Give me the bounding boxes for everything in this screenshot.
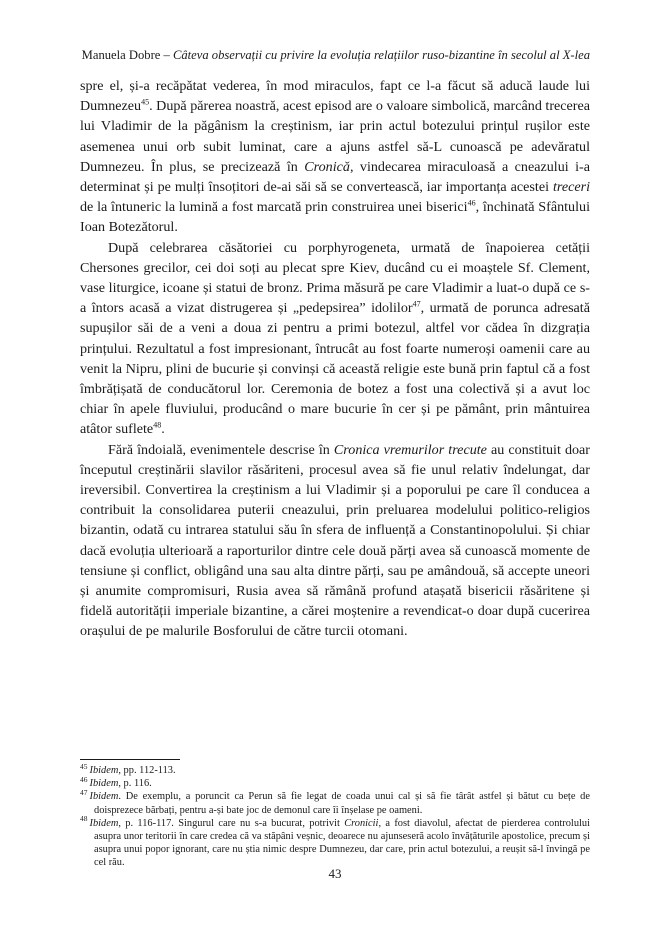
body-text — [80, 76, 590, 642]
footnote-number: 45 — [80, 761, 88, 771]
page-number: 43 — [328, 866, 342, 881]
italic-run: treceri — [552, 179, 590, 196]
text-run: , p. 116-117. Singurul care nu s-a bucurat, potrivit — [118, 817, 345, 829]
text-run: . — [161, 421, 165, 438]
footnote-45 — [80, 761, 590, 777]
italic-run: Cronică — [304, 158, 350, 175]
text-run: , urmată de porunca adresată supușilor săi de a veni a doua zi pentru a primi botezul, altfel vor cădea în dizgrația prințului. Rezultatul a fost impresionant, întrucât au fost foarte numeroși oamenii care au venit la Nipru, plini de bucurie și convinși că această religie este bună prin faptul că a fost îmbrățișată de conducătorul lor. Ceremonia de botez a fost una colectivă și a avut loc chiar în apele fluviului, producând o mare bucurie în cer și pe pământ, prin mântuirea atâtor suflete — [80, 300, 590, 438]
paragraph-1 — [80, 76, 590, 238]
running-header — [80, 48, 590, 63]
footnote-number: 47 — [80, 787, 88, 797]
footnote-number: 46 — [80, 774, 88, 784]
paragraph-3 — [80, 440, 590, 642]
italic-run: Cronicii — [344, 817, 379, 829]
text-run: . După părerea noastră, acest episod are o valoare simbolică, marcând trecerea lui Vladimir de la păgânism la creștinism, iar prin actul botezului prințul rușilor este asemenea unui orb subit luminat, care a ajuns astfel să-L cunoască pe adevăratul Dumnezeu. În plus, se precizează în — [80, 98, 590, 175]
text-run: , închinată Sfântului Ioan Botezătorul. — [80, 199, 590, 236]
text-run: de la întuneric la lumină a fost marcată prin construirea unei biserici — [80, 199, 468, 216]
header-article-title: Câteva observații cu privire la evoluția relațiilor ruso-bizantine în secolul al X-lea — [172, 48, 590, 62]
footnote-ref-46[interactable]: 46 — [467, 198, 476, 208]
text-run: spre el, și-a recăpătat vederea, în mod miraculos, fapt ce l-a făcut să aducă laude lui Dumnezeu — [80, 78, 590, 115]
text-run: Fără îndoială, evenimentele descrise în — [108, 441, 334, 458]
text-run: , pp. 112-113. — [118, 765, 176, 776]
italic-run: Cronica vremurilor trecute — [333, 441, 487, 458]
italic-run: Ibidem — [89, 817, 119, 829]
footnote-46 — [80, 774, 590, 790]
text-run: . De exemplu, a poruncit ca Perun să fie legat de coada unui cal și să fie târât astfel și bătut cu bețe de doisprezece bărbați, pentru a-și bate joc de demonul care îi înșelase pe oameni. — [94, 791, 590, 816]
paragraph-2 — [80, 238, 590, 440]
text-run: După celebrarea căsătoriei cu porphyrogeneta, urmată de înapoierea cetății Chersones grecilor, cei doi soți au plecat spre Kiev, ducând cu ei moaștele Sf. Clement, vase liturgice, icoane și statui de bronz. Prima măsură pe care Vladimir a luat-o după ce s-a întors acasă a vizat distrugerea și „pedepsirea” idolilor — [80, 239, 590, 317]
text-run: , p. 116. — [118, 778, 152, 790]
italic-run: Ibidem — [89, 765, 119, 776]
footnote-48 — [80, 814, 590, 870]
footnote-ref-47[interactable]: 47 — [412, 299, 421, 309]
text-run: , a fost diavolul, afectat de pierderea controlului asupra unor teritorii în care credea că va stăpâni veșnic, deoarece nu ajunseseră acolo învățăturile apostolice, precum și asupra unui popor ignorant, care nu știa nimic despre Dumnezeu, dar care, prin actul botezului, a reușit să-l învingă pe cel rău. — [94, 817, 590, 869]
footnote-ref-48[interactable]: 48 — [153, 420, 162, 430]
header-author: Manuela Dobre – — [81, 48, 173, 62]
footnote-47 — [80, 787, 590, 816]
footnote-separator — [80, 759, 180, 760]
italic-run: Ibidem — [89, 778, 119, 790]
footnote-ref-45[interactable]: 45 — [141, 97, 150, 107]
text-run: , vindecarea miraculoasă a cneazului i-a determinat și pe mulți însoțitori de-ai săi să se convertească, iar importanța acestei — [80, 158, 590, 196]
text-run: au constituit doar începutul creștinării slavilor răsăriteni, procesul avea să fie unul relativ îndelungat, dar ireversibil. Convertirea la creștinism a lui Vladimir și a poporului pe care îl conducea a contribuit la consolidarea puterii cneazului, prin preluarea modelului politico-religios bizantin, odată cu intrarea statului său în sfera de influență a Constantinopolului. Și chiar dacă evoluția ulterioară a raporturilor dintre cele două părți avea să cunoască momente de tensiune și conflict, obligând una sau alta dintre părți, sau pe amândouă, să accepte uneori și anumite compromisuri, Rusia avea să rămână profund atașată bisericii răsăritene și fidelă autorității imperiale bizantine, a cărei moștenire a revendicat-o doar după cucerirea orașului de pe malurile Bosforului de către turcii otomani. — [80, 441, 590, 640]
footnotes — [80, 761, 590, 870]
footnote-number: 48 — [80, 814, 88, 824]
italic-run: Ibidem — [89, 791, 119, 803]
